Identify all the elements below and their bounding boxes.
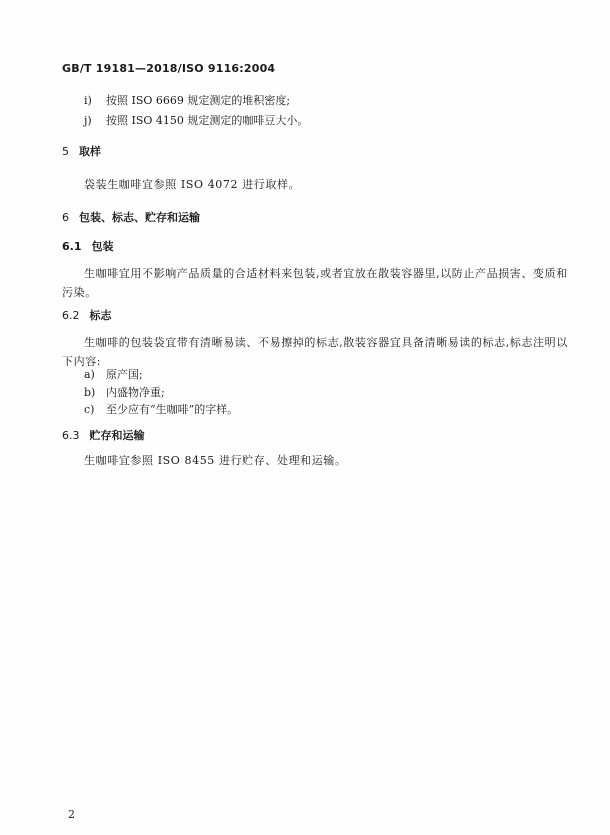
list-item-marker: b) — [84, 386, 96, 399]
section-number: 6.1 — [62, 240, 82, 253]
section-6-2-body-line: 生咖啡的包装袋宜带有清晰易读、不易擦掉的标志,散装容器宜具备清晰易读的标志,标志注明以 — [84, 336, 568, 349]
section-number: 6.3 — [62, 429, 80, 442]
section-6-1-body-line: 生咖啡宜用不影响产品质量的合适材料来包装,或者宜放在散装容器里,以防止产品损害、变质和 — [84, 267, 568, 280]
section-number: 5 — [62, 145, 69, 158]
list-item-text: 内盛物净重; — [106, 386, 165, 399]
section-title: 标志 — [89, 309, 112, 322]
section-heading-6-3 — [62, 429, 145, 443]
section-heading-6-2 — [62, 309, 112, 323]
page-number: 2 — [68, 808, 75, 821]
list-item-text: 按照 ISO 6669 规定测定的堆积密度; — [106, 94, 291, 107]
list-item-text: 原产国; — [106, 368, 143, 381]
section-title: 取样 — [79, 145, 101, 158]
section-title: 包装、标志、贮存和运输 — [79, 211, 200, 224]
list-item — [84, 114, 308, 128]
section-title: 贮存和运输 — [89, 429, 145, 442]
list-item-text: 按照 ISO 4150 规定测定的咖啡豆大小。 — [106, 114, 309, 127]
list-item-marker: i) — [84, 94, 92, 107]
section-heading-6-1 — [62, 240, 114, 254]
list-item — [84, 368, 143, 382]
section-title: 包装 — [91, 240, 114, 253]
section-heading-5 — [62, 145, 101, 159]
list-item-marker: j) — [84, 114, 92, 127]
section-6-1-body-line: 污染。 — [62, 286, 97, 299]
section-number: 6 — [62, 211, 69, 224]
section-number: 6.2 — [62, 309, 80, 322]
list-item-marker: c) — [84, 403, 95, 416]
section-6-3-body: 生咖啡宜参照 ISO 8455 进行贮存、处理和运输。 — [84, 454, 347, 467]
section-heading-6 — [62, 211, 200, 225]
list-item — [84, 403, 238, 417]
list-item — [84, 94, 290, 108]
list-item-marker: a) — [84, 368, 95, 381]
list-item-text: 至少应有“生咖啡”的字样。 — [106, 403, 239, 416]
section-6-2-body-line: 下内容: — [62, 355, 102, 368]
section-5-body: 袋装生咖啡宜参照 ISO 4072 进行取样。 — [84, 178, 301, 191]
list-item — [84, 386, 165, 400]
standard-code-header: GB/T 19181—2018/ISO 9116:2004 — [62, 62, 276, 75]
